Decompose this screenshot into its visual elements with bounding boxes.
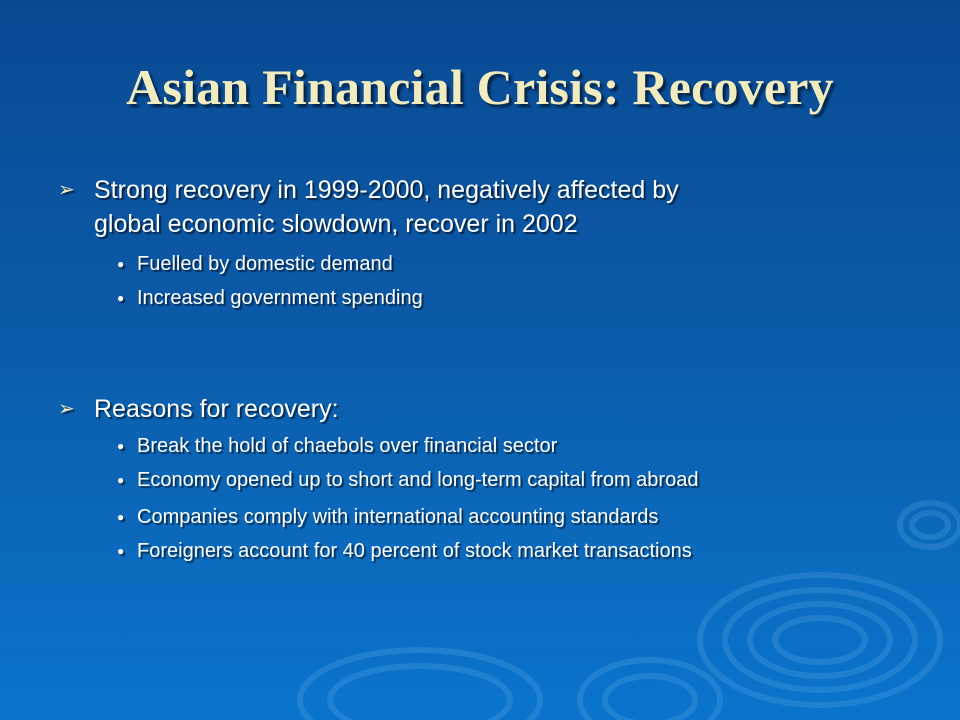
bullet-reasons <box>58 392 894 426</box>
dot-bullet-icon: ● <box>117 544 125 558</box>
bullet-recovery-line2: global economic slowdown, recover in 2002 <box>94 210 578 238</box>
sub-bullet <box>117 251 937 277</box>
sub-bullet <box>117 285 937 311</box>
dot-bullet-icon: ● <box>117 257 125 271</box>
sub-bullet-text: Increased government spending <box>137 287 423 309</box>
sub-bullet-text: Economy opened up to short and long-term capital from abroad <box>137 469 699 491</box>
arrow-bullet-icon: ➢ <box>58 398 75 420</box>
dot-bullet-icon: ● <box>117 439 125 453</box>
bullet-recovery-line1: Strong recovery in 1999-2000, negatively affected by <box>94 176 679 204</box>
sub-bullet-text: Break the hold of chaebols over financial sector <box>137 435 558 457</box>
dot-bullet-icon: ● <box>117 510 125 524</box>
sub-bullet <box>117 538 937 564</box>
dot-bullet-icon: ● <box>117 291 125 305</box>
slide-title: Asian Financial Crisis: Recovery <box>126 59 834 115</box>
sub-bullet-text: Foreigners account for 40 percent of stock market transactions <box>137 540 692 562</box>
sub-bullet <box>117 504 937 530</box>
sub-bullet-text: Fuelled by domestic demand <box>137 253 393 275</box>
dot-bullet-icon: ● <box>117 473 125 487</box>
sub-bullet <box>117 467 937 493</box>
bullet-recovery <box>58 173 894 241</box>
bullet-reasons-text: Reasons for recovery: <box>94 395 339 423</box>
sub-bullet <box>117 433 937 459</box>
arrow-bullet-icon: ➢ <box>58 179 75 201</box>
sub-bullet-text: Companies comply with international accounting standards <box>137 506 659 528</box>
